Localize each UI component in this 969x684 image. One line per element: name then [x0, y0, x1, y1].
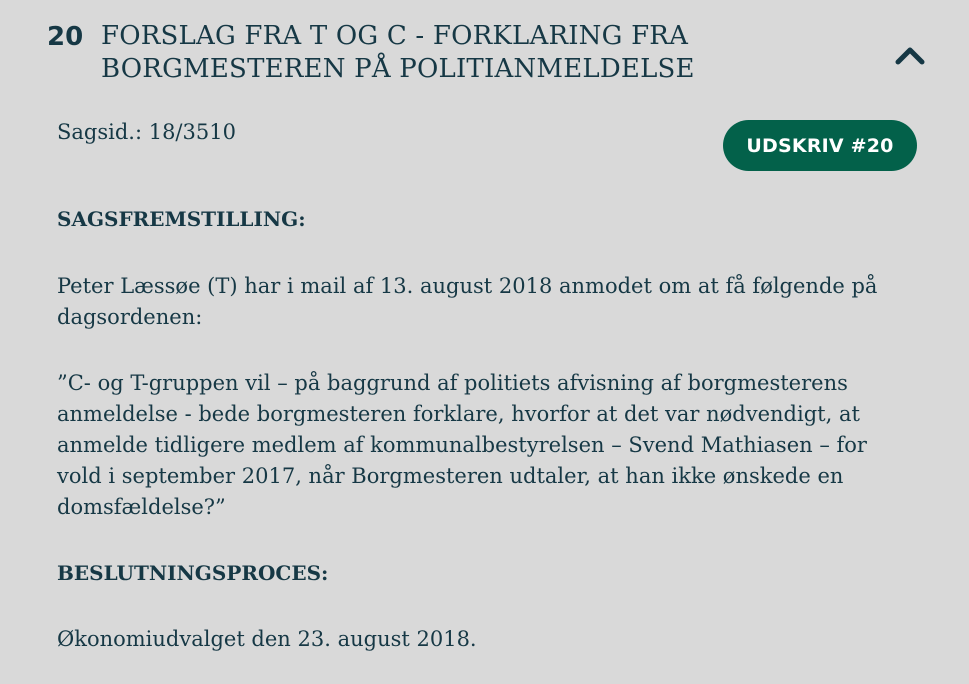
agenda-item-number: 20 [47, 22, 84, 52]
beslutningsproces-heading: BESLUTNINGSPROCES: [57, 561, 329, 585]
decision-paragraph: Økonomiudvalget den 23. august 2018. [57, 627, 477, 651]
sagsfremstilling-heading: SAGSFREMSTILLING: [57, 207, 306, 231]
case-id: Sagsid.: 18/3510 [57, 120, 236, 144]
collapse-toggle-button[interactable] [888, 36, 932, 76]
print-item-button[interactable]: UDSKRIV #20 [723, 120, 917, 171]
chevron-up-icon [888, 36, 932, 76]
intro-paragraph: Peter Læssøe (T) har i mail af 13. august 2018 anmodet om at få følgende på dagsordenen: [57, 274, 878, 329]
agenda-item-title: FORSLAG FRA T OG C - FORKLARING FRA BORGMESTEREN PÅ POLITIANMELDELSE [101, 21, 695, 84]
quote-paragraph: ”C- og T-gruppen vil – på baggrund af politiets afvisning af borgmesterens anmeldelse - bede borgmesteren forklare, hvorfor at det var nødvendigt, at anmelde tidligere medlem af kommunalbestyrelsen – Svend Mathiasen – for vold i september 2017, når Borgmesteren udtaler, at han ikke ønskede en domsfældelse?” [57, 371, 867, 519]
agenda-item-header [0, 0, 969, 100]
